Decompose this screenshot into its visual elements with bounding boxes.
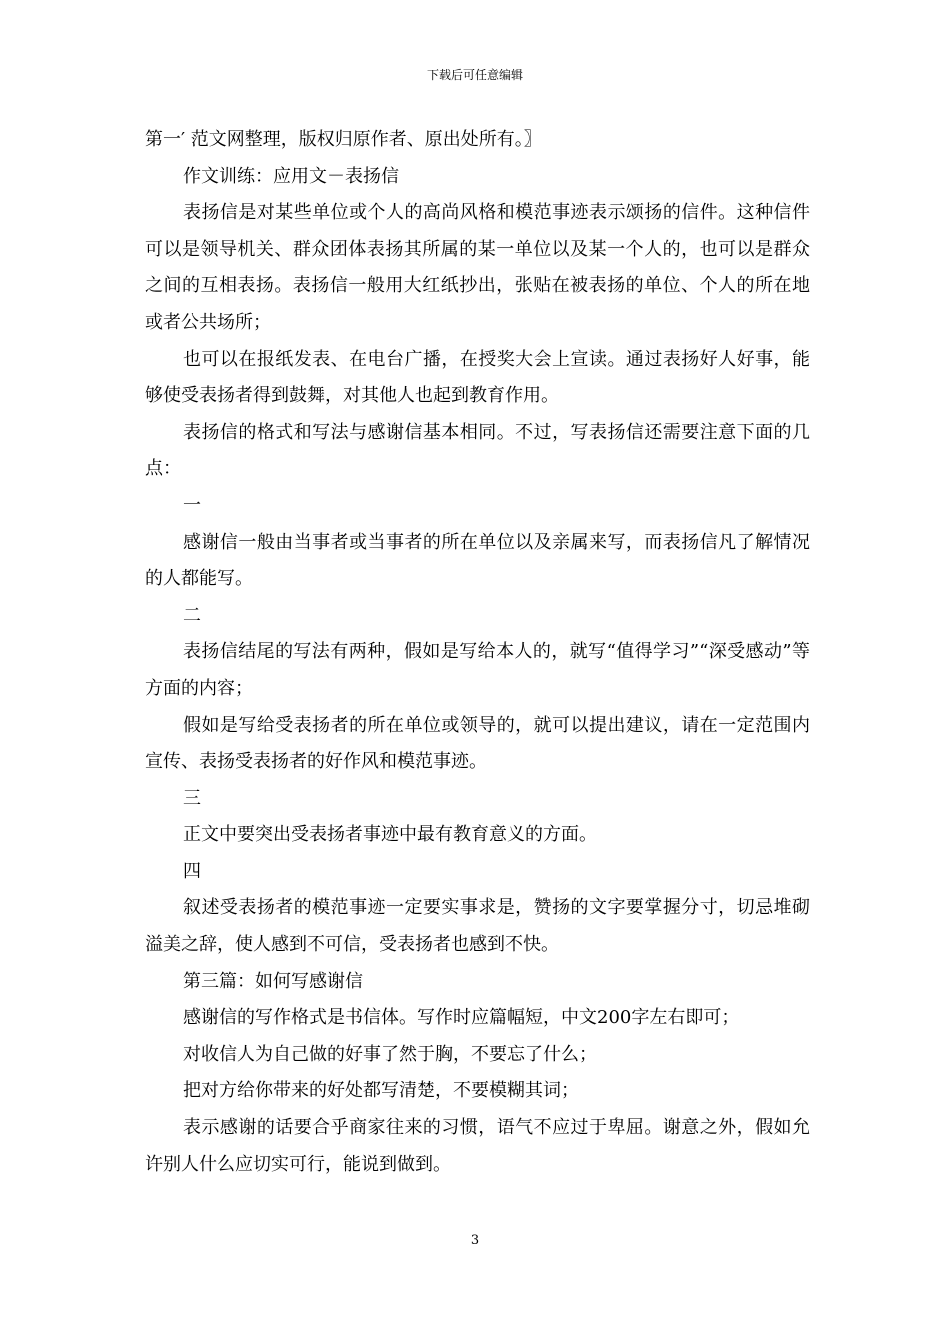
paragraph: 也可以在报纸发表、在电台广播，在授奖大会上宣读。通过表扬好人好事，能够使受表扬者得到鼓舞，对其他人也起到教育作用。 [145,348,810,407]
list-marker: 一 [183,494,201,516]
paragraph: 假如是写给受表扬者的所在单位或领导的，就可以提出建议，请在一定范围内宣传、表扬受表扬者的好作风和模范事迹。 [145,714,810,773]
page-number: 3 [470,1233,480,1248]
section-heading: 第三篇：如何写感谢信 [183,970,363,992]
list-marker: 三 [183,787,201,809]
paragraph: 表扬信结尾的写法有两种，假如是写给本人的，就写“值得学习”“深受感动”等方面的内容； [145,641,810,699]
paragraph: 感谢信一般由当事者或当事者的所在单位以及亲属来写，而表扬信凡了解情况的人都能写。 [145,531,810,590]
paragraph: 第一′ 范文网整理，版权归原作者、原出处所有。〗 [145,129,542,150]
paragraph: 叙述受表扬者的模范事迹一定要实事求是，赞扬的文字要掌握分寸，切忌堆砌溢美之辞，使人感到不可信，受表扬者也感到不快。 [145,897,810,956]
page-header: 下载后可任意编辑 [426,68,523,82]
document-body [145,122,810,1183]
paragraph: 表示感谢的话要合乎商家往来的习惯，语气不应过于卑屈。谢意之外，假如允许别人什么应切实可行，能说到做到。 [145,1117,810,1175]
paragraph: 表扬信的格式和写法与感谢信基本相同。不过，写表扬信还需要注意下面的几点： [145,421,810,480]
paragraph: 作文训练：应用文－表扬信 [183,165,399,187]
list-marker: 四 [183,860,201,882]
paragraph: 对收信人为自己做的好事了然于胸，不要忘了什么； [183,1043,597,1065]
list-marker: 二 [183,604,201,626]
paragraph: 正文中要突出受表扬者事迹中最有教育意义的方面。 [183,824,597,846]
paragraph: 把对方给你带来的好处都写清楚，不要模糊其词； [183,1080,579,1102]
paragraph: 表扬信是对某些单位或个人的高尚风格和模范事迹表示颂扬的信件。这种信件可以是领导机关、群众团体表扬其所属的某一单位以及某一个人的，也可以是群众之间的互相表扬。表扬信一般用大红纸抄出，张贴在被表扬的单位、个人的所在地或者公共场所； [145,202,810,333]
paragraph: 感谢信的写作格式是书信体。写作时应篇幅短，中文200字左右即可； [183,1007,740,1029]
